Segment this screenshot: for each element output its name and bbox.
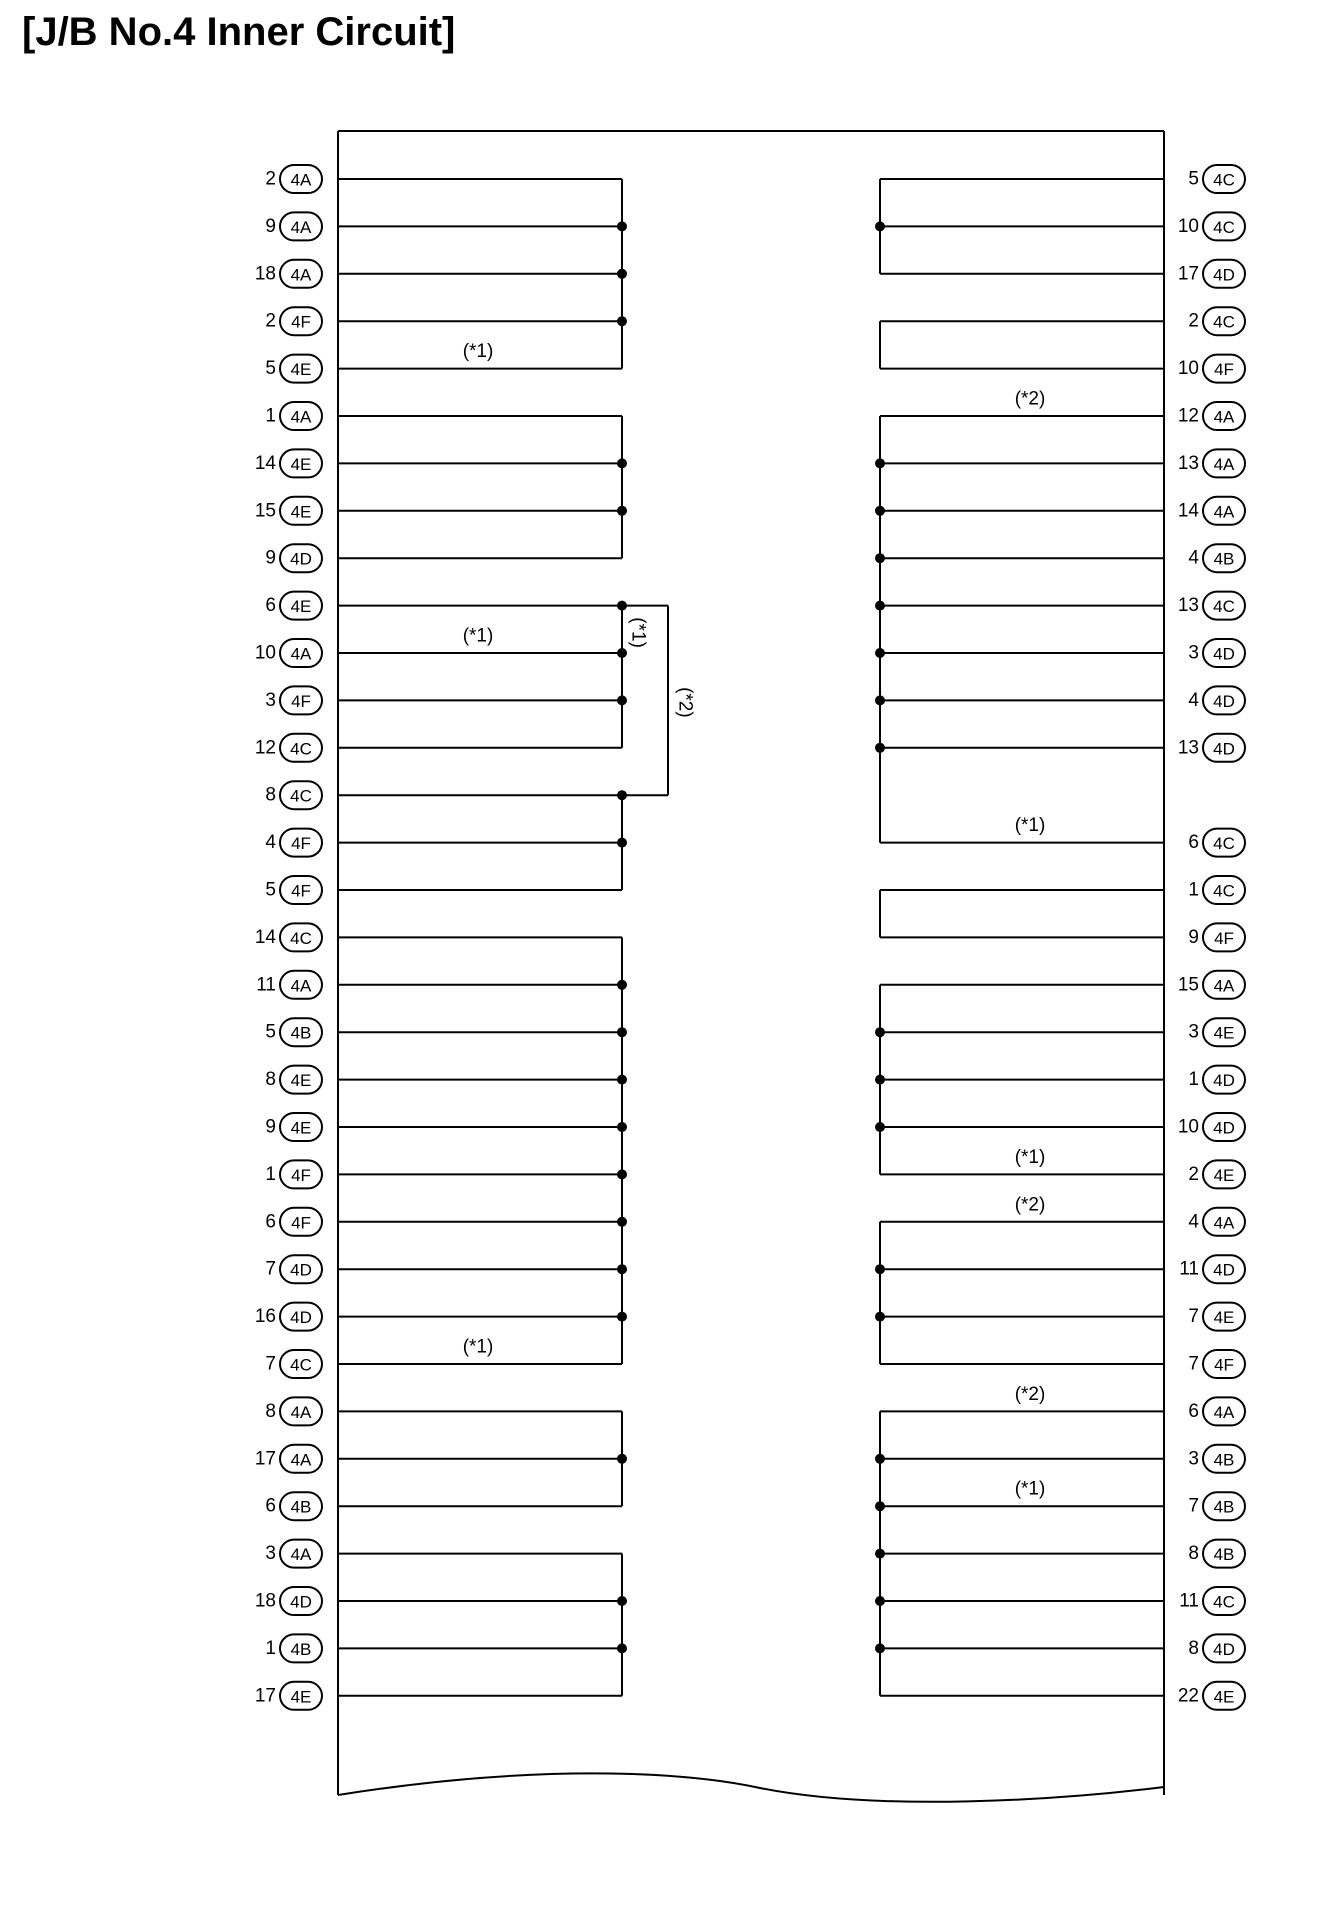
connector-code: 4A bbox=[290, 1450, 312, 1470]
connector-code: 4E bbox=[290, 502, 312, 522]
junction-dot bbox=[617, 269, 627, 279]
connector-code: 4B bbox=[290, 1023, 312, 1043]
connector-code: 4B bbox=[1213, 549, 1235, 569]
connector-code: 4F bbox=[1214, 1355, 1234, 1375]
connector-code: 4F bbox=[291, 1213, 311, 1233]
connector-badge bbox=[1203, 1113, 1245, 1141]
pin-number: 3 bbox=[265, 689, 276, 711]
connector-badge bbox=[280, 1208, 322, 1236]
pin-number: 9 bbox=[265, 1116, 276, 1138]
junction-dot bbox=[875, 695, 885, 705]
junction-dot bbox=[875, 1643, 885, 1653]
pin-number: 13 bbox=[1177, 737, 1199, 759]
pin-number: 2 bbox=[265, 168, 276, 190]
pin-number: 11 bbox=[256, 974, 276, 996]
pin-number: 1 bbox=[1188, 1069, 1199, 1091]
connector-badge bbox=[1203, 260, 1245, 288]
connector-badge bbox=[280, 971, 322, 999]
connector-badge bbox=[1203, 1397, 1245, 1425]
connector-badge bbox=[280, 1492, 322, 1520]
connector-badge bbox=[280, 1350, 322, 1378]
pin-number: 4 bbox=[1188, 1211, 1199, 1233]
pin-number: 9 bbox=[265, 547, 276, 569]
pin-number: 5 bbox=[265, 1021, 276, 1043]
left-terminal-column bbox=[255, 165, 627, 1710]
pin-number: 15 bbox=[254, 500, 276, 522]
junction-dot bbox=[875, 1549, 885, 1559]
pin-number: 6 bbox=[1188, 832, 1199, 854]
circuit-note: (*1) bbox=[462, 1336, 494, 1358]
connector-code: 4A bbox=[1213, 502, 1235, 522]
pin-number: 15 bbox=[1177, 974, 1199, 996]
pin-number: 3 bbox=[265, 1543, 276, 1565]
pin-number: 12 bbox=[1177, 405, 1199, 427]
connector-badge bbox=[1203, 402, 1245, 430]
pin-number: 8 bbox=[1188, 1637, 1199, 1659]
connector-code: 4F bbox=[291, 834, 311, 854]
connector-badge bbox=[1203, 1018, 1245, 1046]
connector-code: 4A bbox=[290, 644, 312, 664]
pin-number: 18 bbox=[254, 263, 276, 285]
pin-number: 14 bbox=[1177, 500, 1199, 522]
pin-number: 1 bbox=[265, 1637, 276, 1659]
connector-badge bbox=[280, 1445, 322, 1473]
junction-dot bbox=[617, 1217, 627, 1227]
junction-dot bbox=[617, 316, 627, 326]
pin-number: 6 bbox=[265, 1211, 276, 1233]
connector-badge bbox=[1203, 923, 1245, 951]
pin-number: 17 bbox=[254, 1448, 276, 1470]
connector-badge bbox=[280, 1303, 322, 1331]
connector-code: 4F bbox=[291, 312, 311, 332]
connector-code: 4C bbox=[290, 1355, 312, 1375]
junction-dot bbox=[617, 1122, 627, 1132]
pin-number: 11 bbox=[1179, 1258, 1199, 1280]
pin-number: 13 bbox=[1177, 452, 1199, 474]
pin-number: 5 bbox=[265, 879, 276, 901]
connector-badge bbox=[1203, 1255, 1245, 1283]
connector-code: 4A bbox=[1213, 976, 1235, 996]
junction-dot bbox=[875, 1027, 885, 1037]
pin-number: 8 bbox=[265, 1400, 276, 1422]
pin-number: 18 bbox=[254, 1590, 276, 1612]
pin-number: 10 bbox=[1177, 358, 1199, 380]
connector-code: 4C bbox=[1213, 597, 1235, 617]
connector-badge bbox=[280, 781, 322, 809]
pin-number: 22 bbox=[1177, 1685, 1199, 1707]
connector-badge bbox=[1203, 1682, 1245, 1710]
connector-badge bbox=[280, 1587, 322, 1615]
pin-number: 3 bbox=[1188, 642, 1199, 664]
connector-code: 4A bbox=[290, 217, 312, 237]
connector-badge bbox=[1203, 307, 1245, 335]
page-title: [J/B No.4 Inner Circuit] bbox=[22, 10, 456, 54]
connector-code: 4F bbox=[291, 881, 311, 901]
connector-code: 4C bbox=[1213, 834, 1235, 854]
connector-badge bbox=[1203, 1492, 1245, 1520]
circuit-note: (*1) bbox=[462, 341, 494, 363]
junction-dot bbox=[617, 1596, 627, 1606]
connector-code: 4E bbox=[1213, 1687, 1235, 1707]
right-terminal-column bbox=[875, 165, 1245, 1710]
connector-badge bbox=[280, 734, 322, 762]
connector-badge bbox=[1203, 592, 1245, 620]
connector-code: 4D bbox=[1213, 691, 1235, 711]
pin-number: 1 bbox=[1188, 879, 1199, 901]
pin-number: 7 bbox=[265, 1353, 276, 1375]
connector-code: 4B bbox=[1213, 1450, 1235, 1470]
junction-dot bbox=[875, 743, 885, 753]
connector-code: 4B bbox=[290, 1639, 312, 1659]
connector-badge bbox=[1203, 1540, 1245, 1568]
connector-badge bbox=[280, 923, 322, 951]
pin-number: 10 bbox=[254, 642, 276, 664]
connector-code: 4F bbox=[1214, 928, 1234, 948]
junction-dot bbox=[617, 980, 627, 990]
connector-code: 4D bbox=[1213, 1639, 1235, 1659]
junction-dot bbox=[875, 1596, 885, 1606]
connector-badge bbox=[1203, 829, 1245, 857]
connector-code: 4D bbox=[1213, 265, 1235, 285]
connector-badge bbox=[280, 212, 322, 240]
junction-dot bbox=[875, 1454, 885, 1464]
connector-code: 4C bbox=[290, 786, 312, 806]
connector-badge bbox=[1203, 497, 1245, 525]
pin-number: 12 bbox=[254, 737, 276, 759]
pin-number: 4 bbox=[1188, 689, 1199, 711]
pin-number: 11 bbox=[1179, 1590, 1199, 1612]
pin-number: 6 bbox=[265, 1495, 276, 1517]
pin-number: 2 bbox=[1188, 1163, 1199, 1185]
connector-badge bbox=[1203, 449, 1245, 477]
pin-number: 8 bbox=[265, 784, 276, 806]
connector-badge bbox=[280, 1018, 322, 1046]
connector-code: 4A bbox=[290, 407, 312, 427]
pin-number: 4 bbox=[265, 832, 276, 854]
connector-code: 4B bbox=[290, 1497, 312, 1517]
pin-number: 3 bbox=[1188, 1021, 1199, 1043]
junction-dot bbox=[617, 695, 627, 705]
connector-code: 4A bbox=[290, 976, 312, 996]
junction-dot bbox=[617, 648, 627, 658]
connector-code: 4E bbox=[290, 454, 312, 474]
connector-code: 4C bbox=[1213, 1592, 1235, 1612]
junction-dot bbox=[875, 221, 885, 231]
pin-number: 7 bbox=[1188, 1306, 1199, 1328]
junction-dot bbox=[617, 506, 627, 516]
pin-number: 10 bbox=[1177, 1116, 1199, 1138]
connector-code: 4A bbox=[290, 1402, 312, 1422]
connector-badge bbox=[280, 829, 322, 857]
connector-badge bbox=[1203, 971, 1245, 999]
pin-number: 13 bbox=[1177, 595, 1199, 617]
connector-badge bbox=[1203, 734, 1245, 762]
connector-badge bbox=[280, 355, 322, 383]
junction-dot bbox=[875, 1075, 885, 1085]
connector-badge bbox=[1203, 1350, 1245, 1378]
pin-number: 17 bbox=[254, 1685, 276, 1707]
junction-dot bbox=[875, 458, 885, 468]
connector-code: 4E bbox=[1213, 1308, 1235, 1328]
connector-code: 4C bbox=[1213, 217, 1235, 237]
pin-number: 14 bbox=[254, 452, 276, 474]
pin-number: 7 bbox=[265, 1258, 276, 1280]
junction-dot bbox=[875, 601, 885, 611]
junction-dot bbox=[617, 1454, 627, 1464]
connector-code: 4D bbox=[290, 549, 312, 569]
pin-number: 9 bbox=[265, 215, 276, 237]
connector-badge bbox=[280, 1682, 322, 1710]
connector-code: 4D bbox=[1213, 644, 1235, 664]
pin-number: 5 bbox=[1188, 168, 1199, 190]
connector-code: 4A bbox=[1213, 454, 1235, 474]
connector-badge bbox=[280, 307, 322, 335]
connector-code: 4E bbox=[290, 1687, 312, 1707]
circuit-note: (*1) bbox=[462, 625, 494, 647]
bridge-circuit bbox=[617, 601, 696, 801]
connector-badge bbox=[280, 1160, 322, 1188]
junction-dot bbox=[875, 1122, 885, 1132]
circuit-note: (*2) bbox=[1014, 1383, 1046, 1405]
frame-torn-bottom-edge bbox=[338, 1773, 1164, 1801]
connector-badge bbox=[280, 449, 322, 477]
connector-badge bbox=[1203, 639, 1245, 667]
connector-badge bbox=[280, 639, 322, 667]
connector-badge bbox=[280, 686, 322, 714]
connector-code: 4D bbox=[1213, 739, 1235, 759]
connector-code: 4F bbox=[291, 691, 311, 711]
connector-code: 4C bbox=[290, 928, 312, 948]
connector-code: 4F bbox=[1214, 360, 1234, 380]
junction-dot bbox=[617, 1312, 627, 1322]
circuit-note: (*1) bbox=[1014, 1146, 1046, 1168]
connector-badge bbox=[1203, 1587, 1245, 1615]
connector-badge bbox=[280, 1540, 322, 1568]
connector-badge bbox=[280, 592, 322, 620]
pin-number: 5 bbox=[265, 358, 276, 380]
connector-badge bbox=[1203, 1445, 1245, 1473]
junction-dot bbox=[617, 1169, 627, 1179]
connector-badge bbox=[280, 544, 322, 572]
connector-code: 4D bbox=[1213, 1071, 1235, 1091]
junction-dot bbox=[617, 458, 627, 468]
junction-dot bbox=[875, 506, 885, 516]
connector-code: 4D bbox=[1213, 1118, 1235, 1138]
connector-code: 4D bbox=[1213, 1260, 1235, 1280]
pin-number: 1 bbox=[265, 405, 276, 427]
connector-badge bbox=[280, 1066, 322, 1094]
junction-dot bbox=[875, 648, 885, 658]
connector-badge bbox=[1203, 1066, 1245, 1094]
pin-number: 16 bbox=[254, 1306, 276, 1328]
connector-badge bbox=[1203, 212, 1245, 240]
connector-badge bbox=[280, 497, 322, 525]
pin-number: 3 bbox=[1188, 1448, 1199, 1470]
connector-badge bbox=[280, 402, 322, 430]
pin-number: 6 bbox=[1188, 1400, 1199, 1422]
connector-badge bbox=[280, 260, 322, 288]
junction-block-outline bbox=[338, 131, 1164, 1802]
connector-badge bbox=[1203, 355, 1245, 383]
connector-code: 4F bbox=[291, 1165, 311, 1185]
connector-code: 4A bbox=[290, 170, 312, 190]
junction-dot bbox=[875, 1264, 885, 1274]
connector-code: 4C bbox=[290, 739, 312, 759]
junction-dot bbox=[875, 1501, 885, 1511]
connector-code: 4E bbox=[290, 1071, 312, 1091]
connector-code: 4E bbox=[1213, 1023, 1235, 1043]
connector-code: 4A bbox=[1213, 407, 1235, 427]
connector-badge bbox=[280, 165, 322, 193]
connector-code: 4D bbox=[290, 1308, 312, 1328]
circuit-note: (*2) bbox=[1014, 1194, 1046, 1216]
connector-badge bbox=[1203, 876, 1245, 904]
connector-code: 4D bbox=[290, 1592, 312, 1612]
pin-number: 2 bbox=[265, 310, 276, 332]
pin-number: 6 bbox=[265, 595, 276, 617]
connector-code: 4C bbox=[1213, 881, 1235, 901]
junction-dot bbox=[875, 553, 885, 563]
pin-number: 7 bbox=[1188, 1353, 1199, 1375]
pin-number: 4 bbox=[1188, 547, 1199, 569]
connector-code: 4B bbox=[1213, 1497, 1235, 1517]
junction-dot bbox=[617, 1027, 627, 1037]
circuit-note: (*2) bbox=[1014, 388, 1046, 410]
pin-number: 17 bbox=[1177, 263, 1199, 285]
junction-dot bbox=[617, 838, 627, 848]
junction-dot bbox=[617, 1264, 627, 1274]
bridge-note-inner: (*1) bbox=[627, 617, 649, 648]
pin-number: 9 bbox=[1188, 926, 1199, 948]
connector-badge bbox=[1203, 1208, 1245, 1236]
connector-badge bbox=[1203, 1634, 1245, 1662]
circuit-note: (*1) bbox=[1014, 815, 1046, 837]
connector-badge bbox=[280, 1255, 322, 1283]
pin-number: 8 bbox=[265, 1069, 276, 1091]
connector-badge bbox=[280, 1634, 322, 1662]
connector-code: 4E bbox=[290, 597, 312, 617]
connector-badge bbox=[280, 876, 322, 904]
connector-code: 4E bbox=[1213, 1165, 1235, 1185]
junction-dot bbox=[875, 1312, 885, 1322]
connector-code: 4D bbox=[290, 1260, 312, 1280]
connector-code: 4E bbox=[290, 360, 312, 380]
junction-dot bbox=[617, 221, 627, 231]
connector-badge bbox=[1203, 686, 1245, 714]
connector-badge bbox=[280, 1397, 322, 1425]
connector-badge bbox=[1203, 165, 1245, 193]
connector-code: 4A bbox=[1213, 1402, 1235, 1422]
connector-code: 4E bbox=[290, 1118, 312, 1138]
connector-code: 4A bbox=[290, 1545, 312, 1565]
connector-badge bbox=[1203, 1303, 1245, 1331]
connector-code: 4C bbox=[1213, 170, 1235, 190]
connector-code: 4A bbox=[290, 265, 312, 285]
connector-code: 4B bbox=[1213, 1545, 1235, 1565]
connector-badge bbox=[1203, 1160, 1245, 1188]
connector-badge bbox=[1203, 544, 1245, 572]
pin-number: 1 bbox=[265, 1163, 276, 1185]
connector-badge bbox=[280, 1113, 322, 1141]
connector-code: 4C bbox=[1213, 312, 1235, 332]
connector-code: 4A bbox=[1213, 1213, 1235, 1233]
junction-dot bbox=[617, 1075, 627, 1085]
pin-number: 7 bbox=[1188, 1495, 1199, 1517]
bridge-note-outer: (*2) bbox=[674, 687, 696, 718]
junction-dot bbox=[617, 1643, 627, 1653]
pin-number: 2 bbox=[1188, 310, 1199, 332]
pin-number: 14 bbox=[254, 926, 276, 948]
pin-number: 10 bbox=[1177, 215, 1199, 237]
circuit-note: (*1) bbox=[1014, 1478, 1046, 1500]
pin-number: 8 bbox=[1188, 1543, 1199, 1565]
